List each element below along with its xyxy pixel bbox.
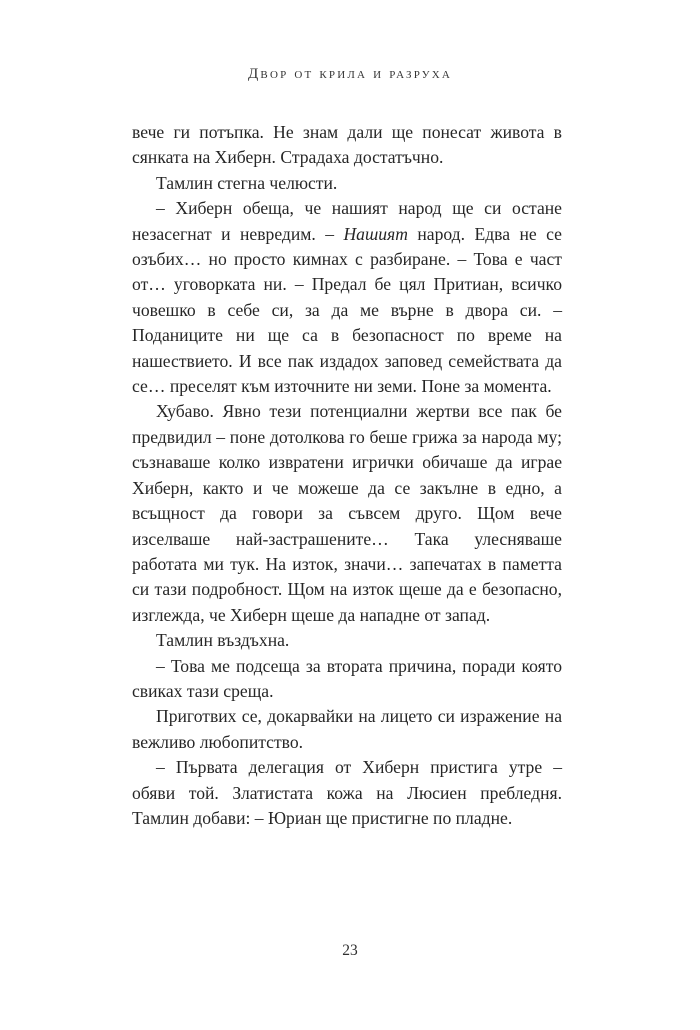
italic-emphasis: Нашият bbox=[343, 223, 408, 244]
text-run: Тамлин стегна челюсти. bbox=[156, 172, 338, 193]
text-run: Тамлин въздъхна. bbox=[156, 630, 290, 651]
paragraph bbox=[132, 704, 562, 755]
text-run: – Първата делегация от Хиберн пристига утре – обяви той. Златистата кожа на Люсиен пребледня. Тамлин добави: – Юриан ще пристигне по пладне. bbox=[132, 757, 562, 828]
paragraph bbox=[132, 196, 562, 399]
body-text bbox=[132, 120, 562, 831]
paragraph bbox=[132, 628, 562, 653]
text-run: Приготвих се, докарвайки на лицето си изражение на вежливо любопитство. bbox=[132, 706, 562, 752]
text-run: – Това ме подсеща за втората причина, поради която свиках тази среща. bbox=[132, 655, 562, 701]
paragraph bbox=[132, 755, 562, 831]
paragraph bbox=[132, 654, 562, 705]
text-run: – Хиберн обеща, че нашият народ ще си остане незасегнат и невредим. – bbox=[132, 198, 562, 244]
paragraph bbox=[132, 120, 562, 171]
paragraph bbox=[132, 399, 562, 628]
paragraph bbox=[132, 171, 562, 196]
text-run: народ. Едва не се озъбих… но просто кимнах с разбиране. – Това е част от… уговорката ни. – Предал бе цял Притиан, всичко човешко в себе си, за да ме върне в двора си. – Поданиците ни ще са в безопасност по време на нашествието. И все пак издадох заповед семействата да се… преселят към източните ни земи. Поне за момента. bbox=[132, 223, 562, 397]
page-number: 23 bbox=[342, 942, 358, 959]
running-head-title: Двор от крила и разруха bbox=[247, 66, 453, 82]
text-run: вече ги потъпка. Не знам дали ще понесат живота в сянката на Хиберн. Страдаха достатъчно. bbox=[132, 122, 562, 168]
text-run: Хубаво. Явно тези потенциални жертви все пак бе предвидил – поне дотолкова го беше грижа за народа му; съзнаваше колко извратени игрички обичаше да играе Хиберн, както и че можеше да се закълне в едно, а всъщност да говори за съвсем друго. Щом вече изселваше най-застрашените… Така улесняваше работата ми тук. На изток, значи… запечатах в паметта си тази подробност. Щом на изток щеше да е безопасно, изглежда, че Хиберн щеше да нападне от запад. bbox=[132, 401, 562, 625]
